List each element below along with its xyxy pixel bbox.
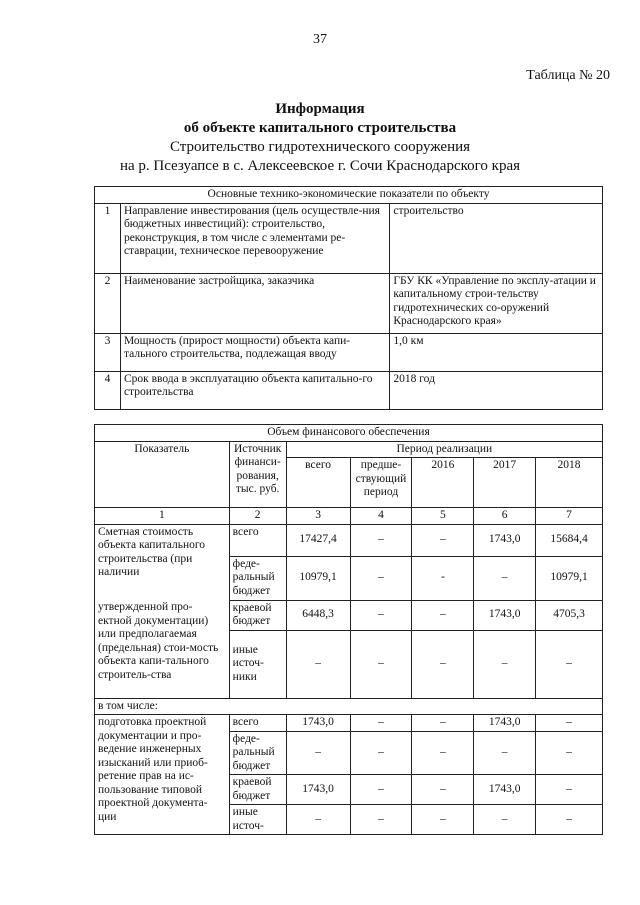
row-number: 4 xyxy=(95,371,121,409)
source-cell: всего xyxy=(229,524,286,556)
col-number: 4 xyxy=(350,508,412,525)
value-2017: – xyxy=(474,805,536,835)
cost-label-part1: Сметная стоимость объекта капитального строительства (при наличии xyxy=(95,524,230,600)
col-header-2017: 2017 xyxy=(474,458,536,508)
col-header-2018: 2018 xyxy=(536,458,603,508)
value-prev: – xyxy=(350,600,412,630)
key-indicators-table xyxy=(94,186,603,410)
source-cell: краевой бюджет xyxy=(229,775,286,805)
value-2017: 1743,0 xyxy=(474,715,536,732)
value-2017: – xyxy=(474,731,536,775)
indicator-value: 2018 год xyxy=(390,371,603,409)
row-number: 3 xyxy=(95,333,121,371)
value-2018: – xyxy=(536,630,603,698)
heading-title: Информация xyxy=(275,101,365,117)
col-number: 5 xyxy=(412,508,474,525)
source-cell: краевой бюджет xyxy=(229,600,286,630)
heading-object-name: Строительство гидротехнического сооружения xyxy=(169,139,471,155)
value-2018: 4705,3 xyxy=(536,600,603,630)
value-2018: – xyxy=(536,775,603,805)
col-number: 7 xyxy=(536,508,603,525)
value-2018: – xyxy=(536,805,603,835)
indicator-name: Срок ввода в эксплуатацию объекта капитально-го строительства xyxy=(120,371,389,409)
col-number: 2 xyxy=(229,508,286,525)
value-2016: – xyxy=(412,731,474,775)
value-2017: 1743,0 xyxy=(474,775,536,805)
value-2016: - xyxy=(412,556,474,600)
col-number: 1 xyxy=(95,508,230,525)
value-2016: – xyxy=(412,524,474,556)
value-2017: – xyxy=(474,630,536,698)
value-prev: – xyxy=(350,805,412,835)
value-2017: 1743,0 xyxy=(474,600,536,630)
value-2017: 1743,0 xyxy=(474,524,536,556)
value-total: 1743,0 xyxy=(286,715,350,732)
value-total: 10979,1 xyxy=(286,556,350,600)
col-header-indicator: Показатель xyxy=(95,441,230,508)
row-number: 1 xyxy=(95,203,121,273)
value-total: 1743,0 xyxy=(286,775,350,805)
value-prev: – xyxy=(350,715,412,732)
page-number: 37 xyxy=(313,32,327,47)
value-total: – xyxy=(286,805,350,835)
value-2016: – xyxy=(412,600,474,630)
source-cell: феде-ральный бюджет xyxy=(229,556,286,600)
col-header-2016: 2016 xyxy=(412,458,474,508)
heading-object-location: на р. Псезуапсе в с. Алексеевское г. Сочи Краснодарского края xyxy=(119,158,521,174)
including-label: в том числе: xyxy=(95,698,603,715)
table-label: Таблица № 20 xyxy=(526,68,610,83)
indicator-value: 1,0 км xyxy=(390,333,603,371)
value-total: – xyxy=(286,630,350,698)
value-prev: – xyxy=(350,524,412,556)
key-indicators-title: Основные технико-экономические показатели по объекту xyxy=(95,187,603,204)
value-2016: – xyxy=(412,630,474,698)
value-total: – xyxy=(286,731,350,775)
indicator-name: Мощность (прирост мощности) объекта капи-тального строительства, подлежащая вводу xyxy=(120,333,389,371)
source-cell: феде-ральный бюджет xyxy=(229,731,286,775)
value-2016: – xyxy=(412,805,474,835)
indicator-name: Направление инвестирования (цель осуществле-ния бюджетных инвестиций): строительство, реконструкция, в том числе с элементами ре-ставрации, техническое перевооружение xyxy=(120,203,389,273)
cost-label-part2: утвержденной про-ектной документации) или предполагаемая (предельная) стои-мость объекта капи-тального строитель-ства xyxy=(95,600,230,698)
heading-subtitle: об объекте капитального строительства xyxy=(183,120,457,136)
indicator-name: Наименование застройщика, заказчика xyxy=(120,273,389,333)
financing-title: Объем финансового обеспечения xyxy=(95,425,603,442)
value-2016: – xyxy=(412,775,474,805)
value-2017: – xyxy=(474,556,536,600)
indicator-value: ГБУ КК «Управление по эксплу-атации и капитальному строи-тельству гидротехнических со-оружений Краснодарского края» xyxy=(390,273,603,333)
document-heading xyxy=(0,100,640,176)
col-number: 3 xyxy=(286,508,350,525)
col-header-source: Источник финанси-рования, тыс. руб. xyxy=(229,441,286,508)
value-2018: – xyxy=(536,715,603,732)
source-cell: всего xyxy=(229,715,286,732)
value-prev: – xyxy=(350,556,412,600)
design-docs-label: подготовка проектной документации и про-ведение инженерных изысканий или приоб-ретение прав на ис-пользование типовой проектной документа-ции xyxy=(95,715,230,835)
value-total: 17427,4 xyxy=(286,524,350,556)
col-header-total: всего xyxy=(286,458,350,508)
col-header-prev: предше-ствующий период xyxy=(350,458,412,508)
indicator-value: строительство xyxy=(390,203,603,273)
row-number: 2 xyxy=(95,273,121,333)
value-2016: – xyxy=(412,715,474,732)
col-header-period: Период реализации xyxy=(286,441,602,458)
value-2018: 15684,4 xyxy=(536,524,603,556)
source-cell: иные источ- xyxy=(229,805,286,835)
value-2018: 10979,1 xyxy=(536,556,603,600)
value-total: 6448,3 xyxy=(286,600,350,630)
value-prev: – xyxy=(350,731,412,775)
value-prev: – xyxy=(350,775,412,805)
value-prev: – xyxy=(350,630,412,698)
col-number: 6 xyxy=(474,508,536,525)
financing-table xyxy=(94,424,603,835)
value-2018: – xyxy=(536,731,603,775)
source-cell: иные источ-ники xyxy=(229,630,286,698)
